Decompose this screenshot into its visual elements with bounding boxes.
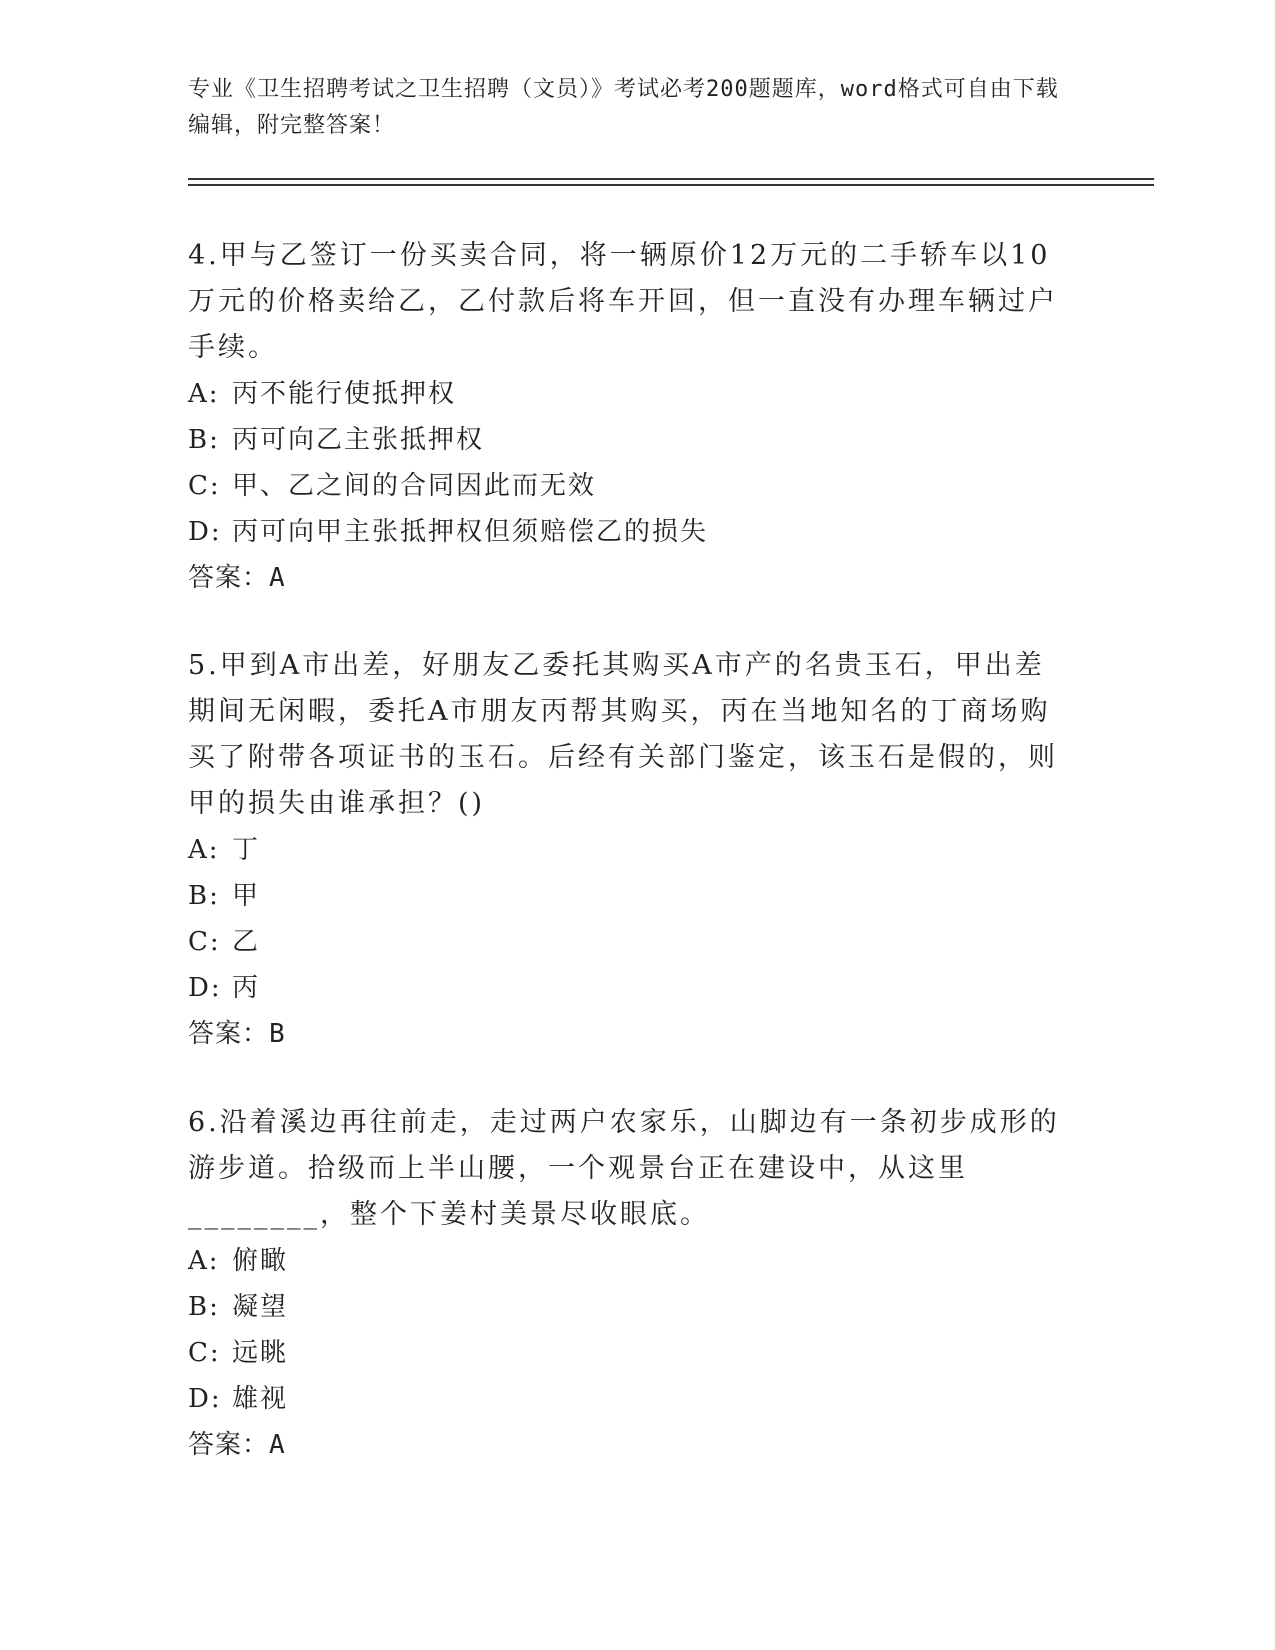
option-text: 丙可向乙主张抵押权 [232,425,485,455]
option-key: D: [188,973,222,1003]
option-d [188,509,1068,555]
option-key: A: [188,1246,220,1276]
option-key: C: [188,471,221,501]
option-a [188,827,1068,873]
option-key: B: [188,1292,220,1322]
option-text: 甲 [232,881,261,911]
option-text: 甲、乙之间的合同因此而无效 [232,471,597,501]
option-text: 丙 [232,973,261,1003]
option-a [188,1238,1068,1284]
question-stem: 6.沿着溪边再往前走，走过两户农家乐，山脚边有一条初步成形的游步道。拾级而上半山腰，一个观景台正在建设中，从这里________，整个下姜村美景尽收眼底。 [188,1107,1060,1230]
question-6 [188,1100,1068,1468]
option-key: D: [188,1384,222,1414]
option-text: 丁 [232,835,261,865]
option-text: 乙 [232,927,261,957]
option-b [188,873,1068,919]
option-text: 丙不能行使抵押权 [232,379,457,409]
option-key: A: [188,835,220,865]
header-divider-bottom [188,184,1154,186]
option-a [188,371,1068,417]
option-key: B: [188,881,220,911]
header-divider-top [188,178,1154,180]
answer-line: 答案：A [188,563,286,593]
option-c [188,1330,1068,1376]
option-d [188,965,1068,1011]
question-4 [188,233,1068,601]
question-stem: 4.甲与乙签订一份买卖合同，将一辆原价12万元的二手轿车以10万元的价格卖给乙，乙付款后将车开回，但一直没有办理车辆过户手续。 [188,240,1058,363]
question-5 [188,643,1068,1057]
option-key: A: [188,379,220,409]
option-text: 丙可向甲主张抵押权但须赔偿乙的损失 [232,517,709,547]
question-stem: 5.甲到A市出差，好朋友乙委托其购买A市产的名贵玉石，甲出差期间无闲暇，委托A市朋友丙帮其购买，丙在当地知名的丁商场购买了附带各项证书的玉石。后经有关部门鉴定，该玉石是假的，则甲的损失由谁承担？() [188,650,1058,819]
option-c [188,919,1068,965]
option-key: C: [188,1338,221,1368]
option-text: 凝望 [232,1292,289,1322]
option-b [188,417,1068,463]
answer-line: 答案：B [188,1019,286,1049]
option-b [188,1284,1068,1330]
option-c [188,463,1068,509]
option-key: B: [188,425,220,455]
option-text: 雄视 [232,1384,289,1414]
option-key: C: [188,927,221,957]
option-key: D: [188,517,222,547]
option-text: 俯瞰 [232,1246,289,1276]
option-d [188,1376,1068,1422]
answer-line: 答案：A [188,1430,286,1460]
option-text: 远眺 [232,1338,289,1368]
document-header: 专业《卫生招聘考试之卫生招聘（文员）》考试必考200题题库，word格式可自由下载编辑，附完整答案！ [188,77,1059,138]
